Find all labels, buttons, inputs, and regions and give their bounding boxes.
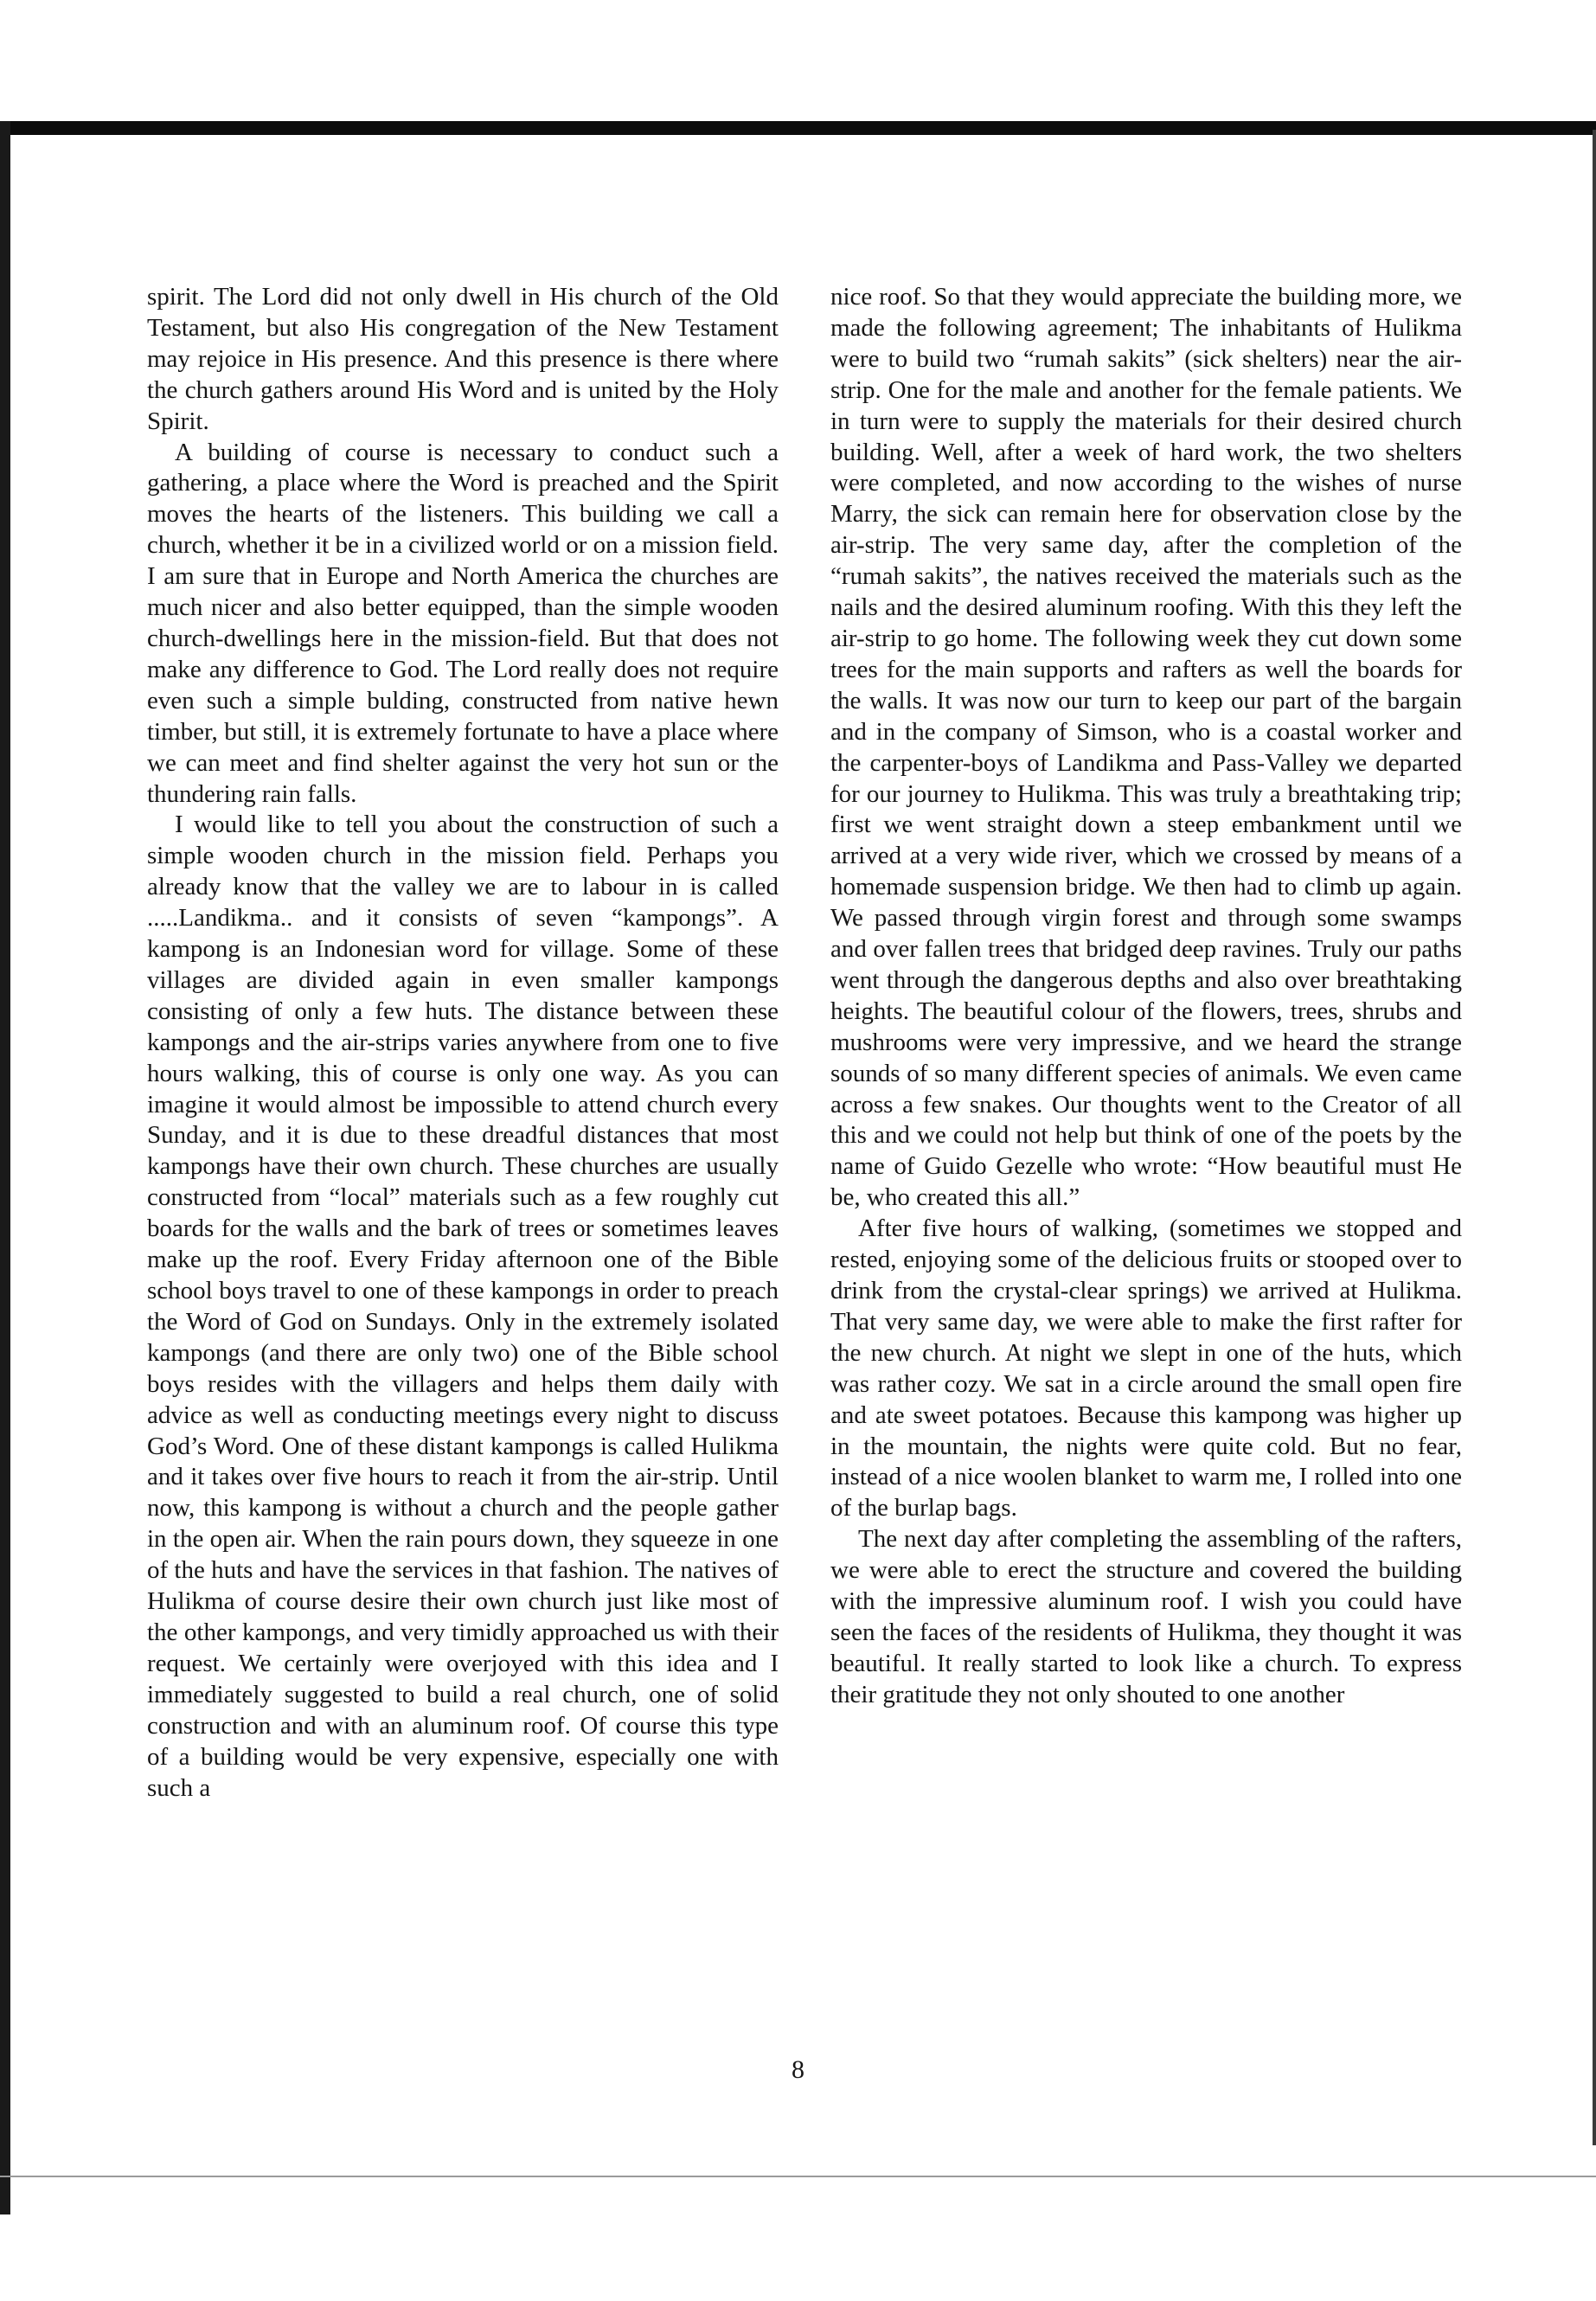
scan-right-edge bbox=[1593, 130, 1596, 2145]
scan-top-border bbox=[0, 121, 1596, 135]
left-paragraph-1: spirit. The Lord did not only dwell in His church of the Old Testament, but also His congregation of the New Testament may rejoice in His presence. And this presence is there where the church gathers around His Word and is united by the Holy Spirit. bbox=[147, 283, 779, 435]
scan-bottom-edge bbox=[0, 2176, 1596, 2177]
page-number: 8 bbox=[792, 2055, 804, 2084]
right-paragraph-2: After five hours of walking, (sometimes we stopped and rested, enjoying some of the delicious fruits or stooped over to drink from the crystal-clear springs) we arrived at Hulikma. That very same day, we were able to make the first rafter for the new church. At night we slept in one of the huts, which was rather cozy. We sat in a circle around the small open fire and ate sweet potatoes. Because this kampong was higher up in the mountain, the nights were quite cold. But no fear, instead of a nice woolen blanket to warm me, I rolled into one of the burlap bags. bbox=[830, 1215, 1462, 1522]
right-paragraph-1: nice roof. So that they would appreciate the building more, we made the following agreement; The inhabitants of Hulikma were to build two “rumah sakits” (sick shelters) near the air-strip. One for the male and another for the female patients. We in turn were to supply the materials for their desired church building. Well, after a week of hard work, the two shelters were completed, and now according to the wishes of nurse Marry, the sick can remain here for observation close by the air-strip. The very same day, after the completion of the “rumah sakits”, the natives received the materials such as the nails and the desired aluminum roofing. With this they left the air-strip to go home. The following week they cut down some trees for the main supports and rafters as well the boards for the walls. It was now our turn to keep our part of the bargain and in the company of Simson, who is a coastal worker and the carpenter-boys of Landikma and Pass-Valley we departed for our journey to Hulikma. This was truly a breathtaking trip; first we went straight down a steep embankment until we arrived at a very wide river, which we crossed by means of a homemade suspension bridge. We then had to climb up again. We passed through virgin forest and through some swamps and over fallen trees that bridged deep ravines. Truly our paths went through the dangerous depths and also over breathtaking heights. The beautiful colour of the flowers, trees, shrubs and mushrooms were very impressive, and we heard the strange sounds of so many different species of animals. We even came across a few snakes. Our thoughts went to the Creator of all this and we could not help but think of one of the poets by the name of Guido Gezelle who wrote: “How beautiful must He be, who created this all.” bbox=[830, 283, 1462, 1212]
scan-left-edge bbox=[0, 121, 10, 2214]
left-paragraph-3: I would like to tell you about the construction of such a simple wooden church in the mission field. Perhaps you already know that the valley we are to labour in is called .....Landikma.. and it consists of seven “kampongs”. A kampong is an Indonesian word for village. Some of these villages are divided again in even smaller kampongs consisting of only a few huts. The distance between these kampongs and the air-strips varies anywhere from one to five hours walking, this of course is only one way. As you can imagine it would almost be impossible to attend church every Sunday, and it is due to these dreadful distances that most kampongs have their own church. These churches are usually constructed from “local” materials such as a few roughly cut boards for the walls and the bark of trees or sometimes leaves make up the roof. Every Friday afternoon one of the Bible school boys travel to one of these kampongs in order to preach the Word of God on Sundays. Only in the extremely isolated kampongs (and there are only two) one of the Bible school boys resides with the villagers and helps them daily with advice as well as conducting meetings every night to discuss God’s Word. One of these distant kampongs is called Hulikma and it takes over five hours to reach it from the air-strip. Until now, this kampong is without a church and the people gather in the open air. When the rain pours down, they squeeze in one of the huts and have the services in that fashion. The natives of Hulikma of course desire their own church just like most of the other kampongs, and very timidly approached us with their request. We certainly were overjoyed with this idea and I immediately suggested to build a real church, one of solid construction and with an aluminum roof. Of course this type of a building would be very expensive, especially one with such a bbox=[147, 811, 779, 1802]
left-text-column bbox=[147, 282, 779, 1804]
left-paragraph-2: A building of course is necessary to conduct such a gathering, a place where the Word is preached and the Spirit moves the hearts of the listeners. This building we call a church, whether it be in a civilized world or on a mission field. I am sure that in Europe and North America the churches are much nicer and also better equipped, than the simple wooden church-dwellings here in the mission-field. But that does not make any difference to God. The Lord really does not require even such a simple bulding, constructed from native hewn timber, but still, it is extremely fortunate to have a place where we can meet and find shelter against the very hot sun or the thundering rain falls. bbox=[147, 438, 779, 808]
right-paragraph-3: The next day after completing the assembling of the rafters, we were able to erect the structure and covered the building with the impressive aluminum roof. I wish you could have seen the faces of the residents of Hulikma, they thought it was beautiful. It really started to look like a church. To express their gratitude they not only shouted to one another bbox=[830, 1525, 1462, 1708]
right-text-column bbox=[830, 282, 1462, 1711]
